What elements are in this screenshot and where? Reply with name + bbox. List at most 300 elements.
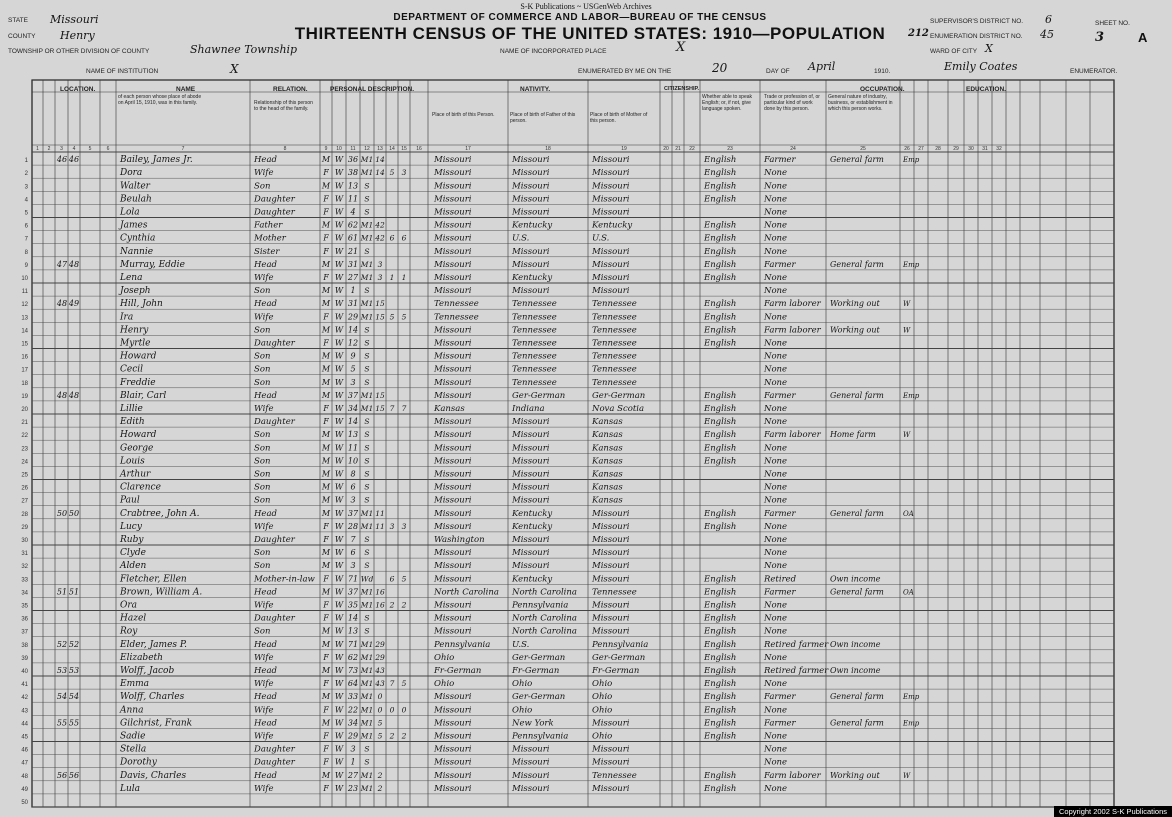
cell-name: Freddie [120,377,156,388]
line-number: 35 [21,603,28,610]
cell-ms: M1 [360,770,374,780]
cell-rel: Son [254,351,271,362]
cell-ms: S [364,338,370,348]
cell-mother: Tennessee [592,325,637,336]
cell-father: U.S. [512,233,530,244]
cell-race: W [334,613,344,623]
cell-name: Lillie [120,404,143,414]
cell-rel: Wife [254,312,274,323]
cell-mother: Kentucky [592,220,633,231]
cell-ms: M1 [360,521,374,531]
cell-sex: M [321,364,331,374]
cell-ms: Wd [360,574,374,584]
cell-mother: Missouri [592,181,630,192]
cell-birth: Missouri [434,325,472,336]
county-label: COUNTY [8,33,36,40]
cell-father: Missouri [512,770,550,781]
cell-father: Fr-German [512,666,560,676]
cell-ms: M1 [360,273,374,282]
cell-lang: English [704,666,737,676]
cell-rel: Daughter [254,194,295,205]
cell-fam: 49 [68,299,80,309]
cell-sex: F [323,168,329,178]
cell-name: Dora [120,168,143,179]
cell-race: W [334,351,344,361]
cell-ms: M1 [360,718,374,728]
cell-father: Ger-German [512,652,566,663]
cell-race: W [334,390,344,400]
cell-ind: General farm [830,718,884,728]
sheet-stamp-number: 212 [908,28,929,39]
column-number: 7 [181,146,185,152]
cell-ind: General farm [830,390,884,400]
cell-name: Cecil [120,364,144,375]
cell-ms: S [364,246,370,256]
line-number: 13 [21,315,28,322]
cell-b: 5 [389,312,395,322]
cell-lang: English [704,705,737,716]
column-number: 28 [935,146,941,152]
cell-lang: English [704,194,737,205]
cell-emp: Emp [903,693,920,702]
cell-mother: Missouri [592,600,630,611]
cell-dw: 56 [56,770,68,780]
cell-trade: Farmer [764,390,796,401]
cell-ind: General farm [830,587,884,597]
cell-lang: English [704,731,737,742]
cell-birth: Ohio [434,679,455,690]
cell-yrs: 11 [375,508,385,518]
cell-sex: M [321,377,331,387]
cell-ind: General farm [830,692,884,702]
cell-age: 3 [350,377,356,387]
name-column-header: of each person whose place of abode on April 15, 1910, was in this family. [118,94,202,106]
cell-yrs: 29 [375,652,385,662]
line-number: 30 [21,538,28,544]
cell-father: Tennessee [512,364,557,375]
cell-father: Missouri [512,548,550,559]
cell-mother: Ohio [592,679,613,690]
cell-b: 0 [389,705,395,715]
cell-trade: None [764,273,788,283]
cell-race: W [334,770,344,780]
cell-sex: M [321,351,331,361]
column-number: 21 [675,146,681,152]
cell-lang: English [704,430,737,441]
cell-birth: Missouri [434,731,472,742]
group-occupation: OCCUPATION. [860,86,905,93]
cell-trade: None [764,783,788,794]
table-frame [32,80,1114,807]
cell-trade: Farm laborer [764,299,821,310]
cell-birth: Fr-German [434,666,482,676]
cell-birth: Missouri [434,246,472,257]
cell-age: 73 [347,666,359,675]
line-number: 16 [21,354,28,361]
cell-l: 7 [401,404,407,413]
line-number: 26 [21,485,28,492]
cell-race: W [334,443,344,453]
cell-ms: S [364,194,370,204]
cell-trade: Retired farmer [764,666,829,676]
trade-column-header: Trade or profession of, or particular kind of work done by this person. [764,94,820,112]
cell-rel: Mother [254,233,286,244]
cell-father: Missouri [512,417,550,428]
cell-trade: None [764,548,788,559]
cell-mother: Missouri [592,561,630,572]
cell-rel: Son [254,377,271,388]
cell-emp: Emp [903,719,920,728]
cell-sex: M [321,508,331,518]
cell-yrs: 29 [375,639,385,649]
cell-lang: English [704,587,737,598]
column-number: 2 [47,146,51,152]
cell-lang: English [704,390,737,401]
cell-sex: M [321,325,331,335]
cell-age: 3 [350,744,356,754]
line-number: 45 [21,734,28,741]
cell-trade: Farmer [764,508,796,519]
cell-trade: Farmer [764,692,796,703]
enumeration-district-value: 45 [1040,28,1054,41]
line-number: 44 [21,721,28,728]
birthplace-mother-header: Place of birth of Mother of this person. [590,112,648,124]
line-number: 14 [21,328,28,335]
cell-age: 31 [347,299,359,309]
cell-rel: Son [254,495,271,506]
cell-rel: Wife [254,273,274,283]
cell-birth: Missouri [434,168,472,179]
line-number: 42 [21,695,28,702]
day-of-label: DAY OF [766,68,790,75]
cell-ind: Own income [830,639,881,649]
cell-birth: Kansas [434,404,465,414]
cell-name: Fletcher, Ellen [120,574,187,585]
institution-value: X [230,62,239,76]
cell-age: 11 [347,443,359,453]
cell-trade: None [764,351,788,362]
cell-age: 4 [350,207,356,217]
cell-race: W [334,548,344,558]
enumerated-day: 20 [712,61,728,75]
cell-age: 23 [347,783,359,793]
cell-father: New York [512,718,554,729]
cell-yrs: 16 [375,587,385,597]
cell-yrs: 43 [375,679,385,689]
supervisor-district-value: 6 [1045,13,1052,26]
cell-sex: F [323,246,329,256]
cell-rel: Son [254,456,271,467]
cell-name: Wolff, Jacob [120,666,175,676]
cell-sex: M [321,430,331,440]
line-number: 11 [21,289,28,296]
cell-l: 3 [401,168,407,178]
cell-race: W [334,718,344,728]
cell-b: 6 [389,233,395,243]
cell-rel: Head [254,259,277,270]
cell-sex: M [321,718,331,728]
cell-race: W [334,508,344,518]
cell-dw: 48 [56,390,68,400]
cell-ms: S [364,548,370,558]
cell-trade: None [764,652,788,663]
cell-trade: None [764,456,788,467]
cell-sex: F [323,233,329,243]
cell-sex: M [321,181,331,191]
cell-name: Cynthia [120,233,156,244]
cell-birth: Missouri [434,273,472,283]
cell-mother: Pennsylvania [592,639,649,650]
cell-rel: Wife [254,404,274,414]
cell-fam: 52 [68,639,80,649]
cell-ms: S [364,482,370,492]
cell-mother: Tennessee [592,587,637,598]
cell-birth: Missouri [434,443,472,454]
cell-emp: Emp [903,260,920,269]
line-number: 8 [24,249,28,256]
cell-name: Wolff, Charles [120,692,185,703]
cell-ind: Working out [830,770,880,780]
cell-yrs: 5 [377,718,383,728]
cell-lang: English [704,456,737,467]
cell-ms: M1 [360,587,374,597]
cell-ms: M1 [360,666,374,675]
cell-race: W [334,364,344,374]
cell-mother: Missouri [592,286,630,297]
enumeration-district-label: ENUMERATION DISTRICT NO. [930,33,1023,40]
cell-dw: 53 [56,666,68,675]
cell-lang: English [704,404,737,414]
line-number: 3 [24,184,28,191]
cell-race: W [334,639,344,649]
cell-birth: Missouri [434,417,472,428]
column-number: 13 [377,146,383,152]
cell-birth: Missouri [434,626,472,637]
cell-race: W [334,286,344,296]
cell-race: W [334,561,344,571]
cell-mother: Missouri [592,574,630,585]
cell-birth: Missouri [434,207,472,218]
cell-father: Missouri [512,207,550,218]
cell-age: 14 [347,325,359,335]
cell-l: 6 [401,233,407,243]
line-number: 7 [24,236,28,243]
cell-ms: S [364,181,370,191]
cell-father: Kentucky [512,521,553,532]
cell-birth: Missouri [434,181,472,192]
cell-yrs: 43 [375,666,385,675]
cell-sex: M [321,443,331,453]
cell-trade: None [764,679,788,690]
cell-name: Ira [120,312,134,323]
cell-trade: None [764,338,788,349]
ward-value: X [985,42,993,55]
cell-rel: Son [254,286,271,297]
cell-lang: English [704,168,737,179]
cell-race: W [334,783,344,793]
cell-ind: Own income [830,574,881,584]
cell-race: W [334,574,344,584]
cell-sex: F [323,705,329,715]
cell-sex: M [321,155,331,165]
cell-name: Emma [120,679,150,690]
cell-mother: Ger-German [592,390,646,401]
cell-father: Missouri [512,495,550,506]
cell-rel: Wife [254,731,274,742]
enumerated-label: ENUMERATED BY ME ON THE [578,68,672,75]
line-number: 50 [21,800,28,806]
cell-name: Beulah [120,194,152,205]
cell-rel: Head [254,770,277,781]
township-value: Shawnee Township [190,43,298,56]
cell-name: Louis [120,456,145,467]
cell-mother: Kansas [592,443,623,454]
column-number: 32 [996,146,1002,152]
cell-race: W [334,181,344,191]
cell-rel: Son [254,443,271,454]
cell-father: U.S. [512,639,530,650]
cell-age: 10 [347,456,359,466]
cell-birth: Missouri [434,548,472,559]
cell-name: Elizabeth [120,652,163,663]
cell-yrs: 15 [375,312,385,322]
line-number: 24 [21,459,28,466]
cell-name: Myrtle [120,338,151,349]
cell-dw: 47 [56,259,68,269]
cell-race: W [334,220,344,230]
cell-mother: Kansas [592,430,623,441]
cell-birth: Missouri [434,155,472,166]
cell-rel: Daughter [254,417,295,428]
cell-father: Tennessee [512,377,557,388]
cell-father: Kentucky [512,574,553,585]
cell-trade: None [764,207,788,218]
cell-trade: None [764,404,788,414]
cell-l: 0 [401,705,407,715]
group-education: EDUCATION. [966,86,1006,93]
cell-name: Anna [120,705,144,716]
cell-father: Missouri [512,443,550,454]
cell-trade: Retired farmer [764,639,829,650]
cell-ms: S [364,744,370,754]
cell-birth: Missouri [434,561,472,572]
cell-father: Kentucky [512,273,553,283]
cell-sex: F [323,273,329,282]
cell-yrs: 2 [377,783,383,793]
cell-birth: Ohio [434,652,455,663]
cell-father: Missouri [512,286,550,297]
cell-age: 21 [347,246,359,256]
cell-birth: North Carolina [434,587,499,598]
cell-father: Kentucky [512,220,553,231]
cell-b: 7 [389,679,395,689]
cell-age: 1 [350,286,356,296]
cell-birth: Washington [434,535,485,545]
cell-name: Walter [120,181,150,192]
cell-name: Clarence [120,482,161,493]
line-number: 39 [21,655,28,662]
cell-ms: S [364,325,370,335]
group-location: LOCATION. [60,86,96,93]
cell-father: Ohio [512,705,533,716]
cell-race: W [334,679,344,689]
cell-age: 12 [347,338,359,348]
cell-trade: None [764,705,788,716]
cell-father: Missouri [512,757,550,768]
cell-b: 6 [389,574,395,584]
cell-sex: F [323,207,329,217]
cell-father: North Carolina [512,626,577,637]
cell-race: W [334,273,344,282]
cell-name: Bailey, James Jr. [120,155,193,166]
cell-rel: Daughter [254,613,295,624]
cell-mother: Missouri [592,521,630,532]
cell-age: 34 [347,718,359,728]
cell-sex: M [321,456,331,466]
language-column-header: Whether able to speak English; or, if not, give language spoken. [702,94,753,112]
cell-l: 5 [401,312,407,322]
cell-father: Kentucky [512,508,553,519]
cell-mother: Kansas [592,482,623,493]
cell-ms: M1 [360,600,374,610]
cell-yrs: 11 [375,521,385,531]
cell-sex: F [323,404,329,413]
cell-ind: General farm [830,508,884,518]
cell-lang: English [704,259,737,270]
cell-birth: Missouri [434,377,472,388]
line-number: 34 [21,590,28,597]
cell-sex: F [323,312,329,322]
cell-rel: Head [254,299,277,310]
cell-rel: Son [254,325,271,336]
state-value: Missouri [50,13,99,26]
cell-mother: Tennessee [592,312,637,323]
cell-age: 3 [350,495,356,505]
cell-name: Edith [120,417,145,428]
cell-age: 71 [347,574,359,584]
cell-mother: Missouri [592,194,630,205]
cell-rel: Daughter [254,338,295,349]
cell-mother: Missouri [592,757,630,768]
cell-rel: Head [254,692,277,703]
cell-b: 2 [389,731,395,741]
line-number: 4 [24,197,28,204]
cell-sex: F [323,574,329,584]
cell-age: 38 [347,168,359,178]
cell-race: W [334,194,344,204]
cell-name: Arthur [120,469,151,480]
cell-name: Blair, Carl [120,390,167,401]
cell-race: W [334,626,344,636]
cell-father: Missouri [512,744,550,755]
cell-mother: Tennessee [592,338,637,349]
cell-birth: Missouri [434,220,472,231]
cell-trade: None [764,626,788,637]
cell-dw: 50 [56,508,68,518]
cell-ms: S [364,613,370,623]
line-number: 25 [21,472,28,479]
cell-trade: Farm laborer [764,770,821,781]
cell-rel: Son [254,548,271,559]
cell-name: Paul [120,495,140,506]
cell-l: 1 [401,273,407,282]
cell-b: 1 [389,273,395,282]
cell-rel: Son [254,482,271,493]
cell-sex: F [323,521,329,531]
cell-yrs: 14 [375,155,385,165]
cell-race: W [334,744,344,754]
cell-trade: Retired [764,574,797,585]
